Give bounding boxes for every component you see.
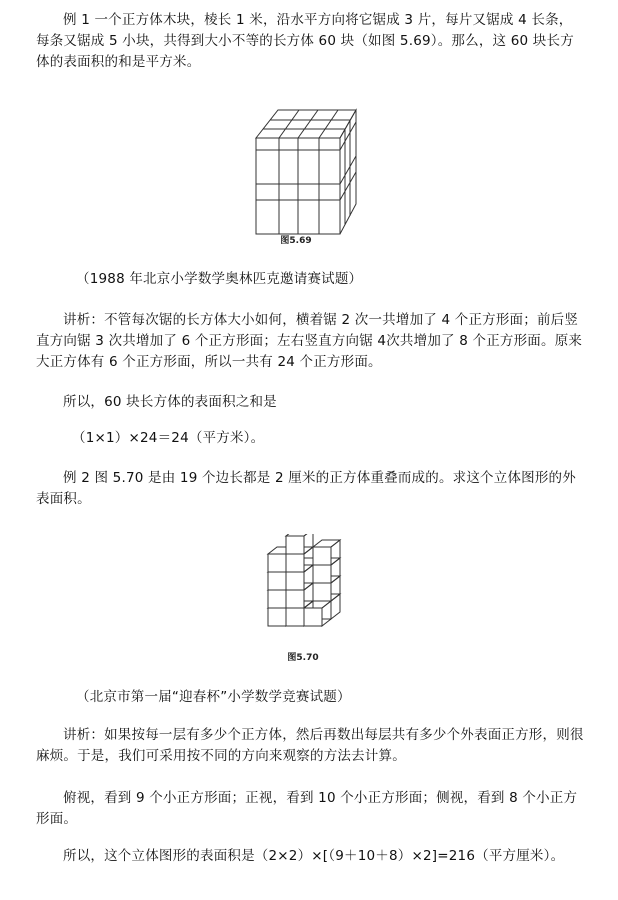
stacked-cubes-figure-5-70 [262,534,346,646]
example2-views: 俯视，看到 9 个小正方形面；正视，看到 10 个小正方形面；侧视，看到 8 个小正方形面。 [36,790,578,827]
example1-analysis: 讲析：不管每次锯的长方体大小如何，横着锯 2 次一共增加了 4 个正方形面；前后竖直方向锯 3 次共增加了 6 个正方形面；左右竖直方向锯 4次共增加了 8 个正方形面。原来大正方体有 6 个正方形面，所以一共有 24 个正方形面。 [36,312,583,370]
example2-source: （北京市第一届“迎春杯”小学数学竞赛试题） [76,689,351,705]
example2-conclusion: 所以，这个立体图形的表面积是（2×2）×[（9＋10＋8）×2]=216（平方厘米）。 [63,848,565,864]
example1-question: 例 1 一个正方体木块，棱长 1 米，沿水平方向将它锯成 3 片，每片又锯成 4 长条，每条又锯成 5 小块，共得到大小不等的长方体 60 块（如图 5.69）。那么，这 60 块长方体的表面积的和是平方米。 [36,12,574,70]
example1-conclusion: 所以，60 块长方体的表面积之和是 [63,394,277,410]
cube-19 [286,534,313,554]
figure-5-70-caption: 图5.70 [287,653,319,663]
example1-formula: （1×1）×24＝24（平方米）。 [72,430,265,446]
figure-5-69-caption: 图5.69 [280,236,312,246]
example2-question: 例 2 图 5.70 是由 19 个边长都是 2 厘米的正方体重叠而成的。求这个立体图形的外表面积。 [36,470,576,507]
example1-source: （1988 年北京小学数学奥林匹克邀请赛试题） [76,271,363,287]
example2-analysis: 讲析：如果按每一层有多少个正方体，然后再数出每层共有多少个外表面正方形，则很麻烦。于是，我们可采用按不同的方向来观察的方法去计算。 [36,727,584,764]
cube-figure-5-69 [248,104,364,240]
cube-9 [313,540,340,565]
